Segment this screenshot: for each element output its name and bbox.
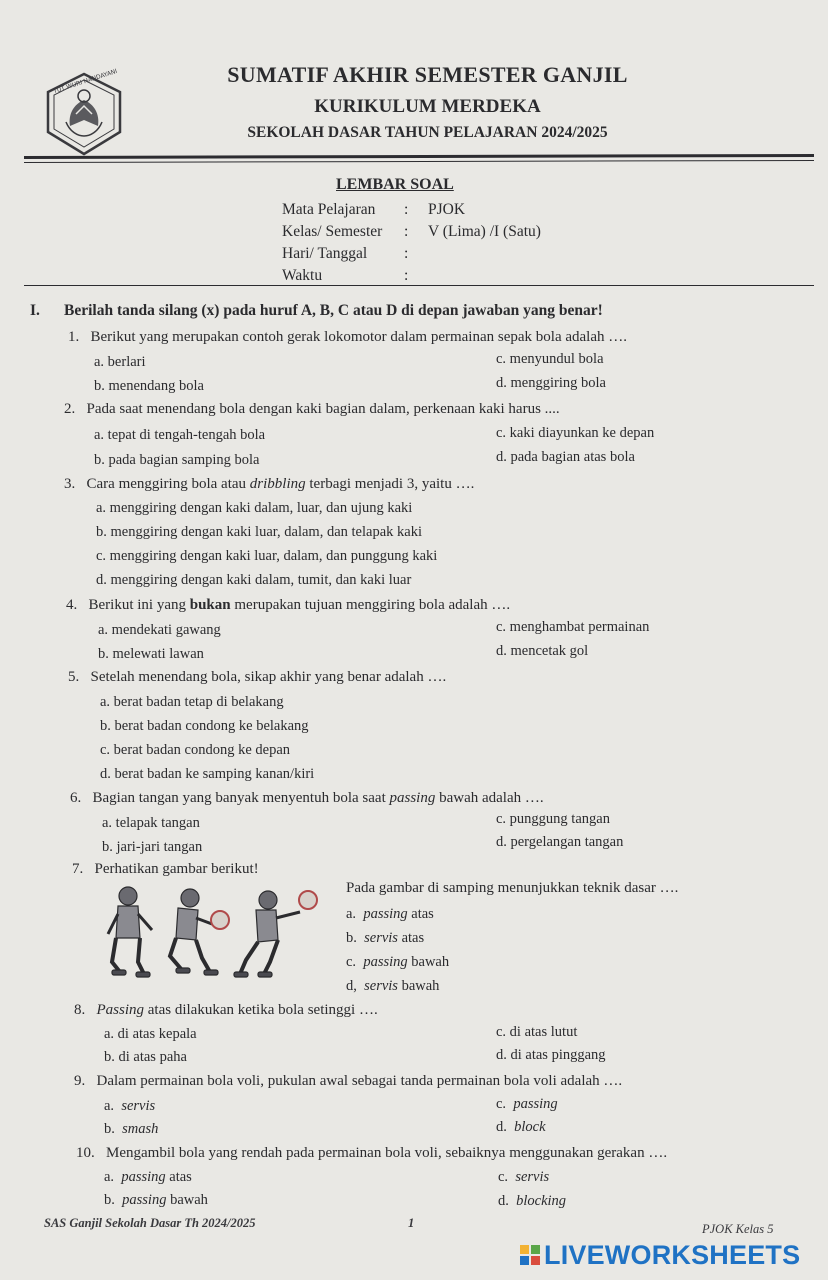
option-6b[interactable]: b. jari-jari tangan <box>102 839 203 855</box>
player-figure-3 <box>234 891 300 977</box>
option-1b[interactable]: b. menendang bola <box>94 378 204 394</box>
option-letter: a. <box>346 906 357 922</box>
option-5b[interactable]: b. berat badan condong ke belakang <box>100 718 309 734</box>
option-3a[interactable]: a. menggiring dengan kaki dalam, luar, dan ujung kaki <box>96 500 413 516</box>
question-text-pre: Berikut ini yang <box>88 597 190 613</box>
question-number: 9. <box>74 1073 86 1089</box>
option-letter: b. <box>346 930 357 946</box>
question-number: 1. <box>68 329 80 345</box>
field-label: Hari/ Tanggal <box>282 245 368 262</box>
option-3b[interactable]: b. menggiring dengan kaki luar, dalam, dan telapak kaki <box>96 524 422 540</box>
option-term: passing <box>122 1192 167 1208</box>
option-rest: atas <box>407 906 434 922</box>
option-2d[interactable]: d. pada bagian atas bola <box>496 449 635 465</box>
question-number: 8. <box>74 1002 86 1018</box>
question-9 <box>74 1073 622 1090</box>
volleyball-passing-illustration <box>100 882 325 992</box>
question-text: Dalam permainan bola voli, pukulan awal sebagai tanda permainan bola voli adalah …. <box>96 1073 623 1089</box>
field-label: Waktu <box>282 267 323 284</box>
question-text-em: dribbling <box>249 476 306 492</box>
option-7d[interactable] <box>346 978 439 995</box>
option-term: smash <box>122 1121 159 1137</box>
liveworksheets-text: LIVEWORKSHEETS <box>544 1239 801 1270</box>
option-term: passing <box>363 906 408 922</box>
question-text: Setelah menendang bola, sikap akhir yang benar adalah …. <box>90 669 447 685</box>
option-6d[interactable]: d. pergelangan tangan <box>496 834 624 850</box>
option-letter: d, <box>346 978 357 994</box>
option-term: blocking <box>516 1193 567 1209</box>
option-8d[interactable]: d. di atas pinggang <box>496 1047 606 1063</box>
option-6a[interactable]: a. telapak tangan <box>102 815 200 831</box>
question-3 <box>64 476 474 493</box>
option-rest: atas <box>397 930 425 946</box>
question-text-em: Passing <box>96 1002 145 1018</box>
option-rest: bawah <box>166 1192 208 1208</box>
question-7 <box>72 861 259 878</box>
question-10 <box>76 1145 667 1162</box>
option-2b[interactable]: b. pada bagian samping bola <box>94 452 260 468</box>
sheet-title: LEMBAR SOAL <box>336 176 454 193</box>
option-4a[interactable]: a. mendekati gawang <box>98 622 221 638</box>
option-4c[interactable]: c. menghambat permainan <box>496 619 650 635</box>
liveworksheets-watermark[interactable] <box>520 1238 800 1272</box>
option-6c[interactable]: c. punggung tangan <box>496 811 610 827</box>
option-7a[interactable] <box>346 906 434 923</box>
option-5d[interactable]: d. berat badan ke samping kanan/kiri <box>100 766 315 782</box>
question-text-pre: Cara menggiring bola atau <box>86 476 250 492</box>
school-year-title: SEKOLAH DASAR TAHUN PELAJARAN 2024/2025 <box>247 124 608 141</box>
question-number: 10. <box>76 1145 95 1161</box>
option-10a[interactable] <box>104 1169 192 1186</box>
question-7-side-text: Pada gambar di samping menunjukkan teknik dasar …. <box>346 880 679 896</box>
option-10b[interactable] <box>104 1192 208 1209</box>
liveworksheets-logo-icon <box>520 1245 540 1265</box>
question-number: 2. <box>64 401 76 417</box>
question-4 <box>66 597 510 614</box>
option-10d[interactable] <box>498 1193 566 1210</box>
option-letter: b. <box>104 1121 115 1137</box>
option-1a[interactable]: a. berlari <box>94 354 146 370</box>
option-term: servis <box>364 930 398 946</box>
footer-right: PJOK Kelas 5 <box>702 1222 774 1236</box>
option-term: servis <box>121 1098 156 1114</box>
field-label: Mata Pelajaran <box>282 201 376 218</box>
option-7c[interactable] <box>346 954 449 971</box>
question-text: Pada saat menendang bola dengan kaki bagian dalam, perkenaan kaki harus .... <box>86 401 560 417</box>
exam-title: SUMATIF AKHIR SEMESTER GANJIL <box>227 62 628 87</box>
footer-left: SAS Ganjil Sekolah Dasar Th 2024/2025 <box>44 1216 256 1230</box>
question-text-post: atas dilakukan ketika bola setinggi …. <box>144 1002 378 1018</box>
option-letter: b. <box>104 1192 115 1208</box>
question-text-post: terbagi menjadi 3, yaitu …. <box>305 476 475 492</box>
option-2a[interactable]: a. tepat di tengah-tengah bola <box>94 427 266 443</box>
question-8 <box>74 1002 378 1019</box>
section-number: I. <box>30 302 40 319</box>
option-8a[interactable]: a. di atas kepala <box>104 1026 197 1042</box>
question-text-pre: Bagian tangan yang banyak menyentuh bola saat <box>92 790 390 806</box>
question-number: 4. <box>66 597 78 613</box>
field-colon: : <box>404 245 409 262</box>
option-9d[interactable] <box>496 1119 546 1136</box>
option-letter: d. <box>498 1193 509 1209</box>
section-instruction: Berilah tanda silang (x) pada huruf A, B, C atau D di depan jawaban yang benar! <box>64 302 603 319</box>
option-10c[interactable] <box>498 1169 549 1186</box>
option-2c[interactable]: c. kaki diayunkan ke depan <box>496 425 655 441</box>
option-3c[interactable]: c. menggiring dengan kaki luar, dalam, dan punggung kaki <box>96 548 438 564</box>
question-number: 6. <box>70 790 82 806</box>
option-term: servis <box>515 1169 550 1185</box>
option-term: servis <box>364 978 398 994</box>
player-figure-1 <box>108 887 152 977</box>
option-term: passing <box>513 1096 558 1112</box>
option-9a[interactable] <box>104 1098 155 1115</box>
option-3d[interactable]: d. menggiring dengan kaki dalam, tumit, dan kaki luar <box>96 572 412 588</box>
option-letter: c. <box>498 1169 509 1185</box>
question-text-em: bukan <box>189 597 231 613</box>
question-text: Berikut yang merupakan contoh gerak lokomotor dalam permainan sepak bola adalah …. <box>90 329 627 345</box>
option-4b[interactable]: b. melewati lawan <box>98 646 204 662</box>
option-rest: atas <box>165 1169 192 1185</box>
option-letter: d. <box>496 1119 507 1135</box>
question-number: 7. <box>72 861 84 877</box>
field-label: Kelas/ Semester <box>282 223 383 240</box>
option-5c[interactable]: c. berat badan condong ke depan <box>100 742 291 758</box>
option-letter: c. <box>496 1096 507 1112</box>
field-value: PJOK <box>428 201 466 218</box>
option-4d[interactable]: d. mencetak gol <box>496 643 589 659</box>
player-figure-2 <box>170 889 218 975</box>
option-rest: bawah <box>397 978 440 994</box>
question-6 <box>70 790 544 807</box>
option-term: block <box>514 1119 546 1135</box>
curriculum-title: KURIKULUM MERDEKA <box>314 96 541 117</box>
question-1 <box>68 329 627 346</box>
option-term: passing <box>121 1169 166 1185</box>
option-letter: a. <box>104 1098 115 1114</box>
option-term: passing <box>363 954 408 970</box>
question-2 <box>64 401 560 418</box>
question-text-em: passing <box>389 790 436 806</box>
volleyball-ball-1 <box>211 911 229 929</box>
field-colon: : <box>404 267 409 284</box>
option-5a[interactable]: a. berat badan tetap di belakang <box>100 694 284 710</box>
option-8b[interactable]: b. di atas paha <box>104 1049 187 1065</box>
option-9c[interactable] <box>496 1096 558 1113</box>
header-divider-thin <box>24 160 814 163</box>
footer-page-number: 1 <box>408 1216 415 1230</box>
field-colon: : <box>404 223 409 240</box>
meta-divider <box>24 285 814 286</box>
question-text: Mengambil bola yang rendah pada permainan bola voli, sebaiknya menggunakan gerakan …. <box>106 1145 668 1161</box>
option-1c[interactable]: c. menyundul bola <box>496 351 604 367</box>
question-number: 5. <box>68 669 80 685</box>
field-colon: : <box>404 201 409 218</box>
volleyball-ball-2 <box>299 891 317 909</box>
option-1d[interactable]: d. menggiring bola <box>496 375 606 391</box>
option-rest: bawah <box>407 954 450 970</box>
logo-motto: TUT WURI HANDAYANI <box>52 67 119 96</box>
option-8c[interactable]: c. di atas lutut <box>496 1024 578 1040</box>
option-letter: c. <box>346 954 357 970</box>
field-value: V (Lima) /I (Satu) <box>428 223 541 240</box>
option-7b[interactable] <box>346 930 424 947</box>
option-9b[interactable] <box>104 1121 158 1138</box>
question-text-post: bawah adalah …. <box>435 790 544 806</box>
question-number: 3. <box>64 476 76 492</box>
question-text: Perhatikan gambar berikut! <box>94 861 259 877</box>
question-text-post: merupakan tujuan menggiring bola adalah …. <box>230 597 511 613</box>
header-divider-thick <box>24 154 814 159</box>
option-letter: a. <box>104 1169 115 1185</box>
question-5 <box>68 669 446 686</box>
